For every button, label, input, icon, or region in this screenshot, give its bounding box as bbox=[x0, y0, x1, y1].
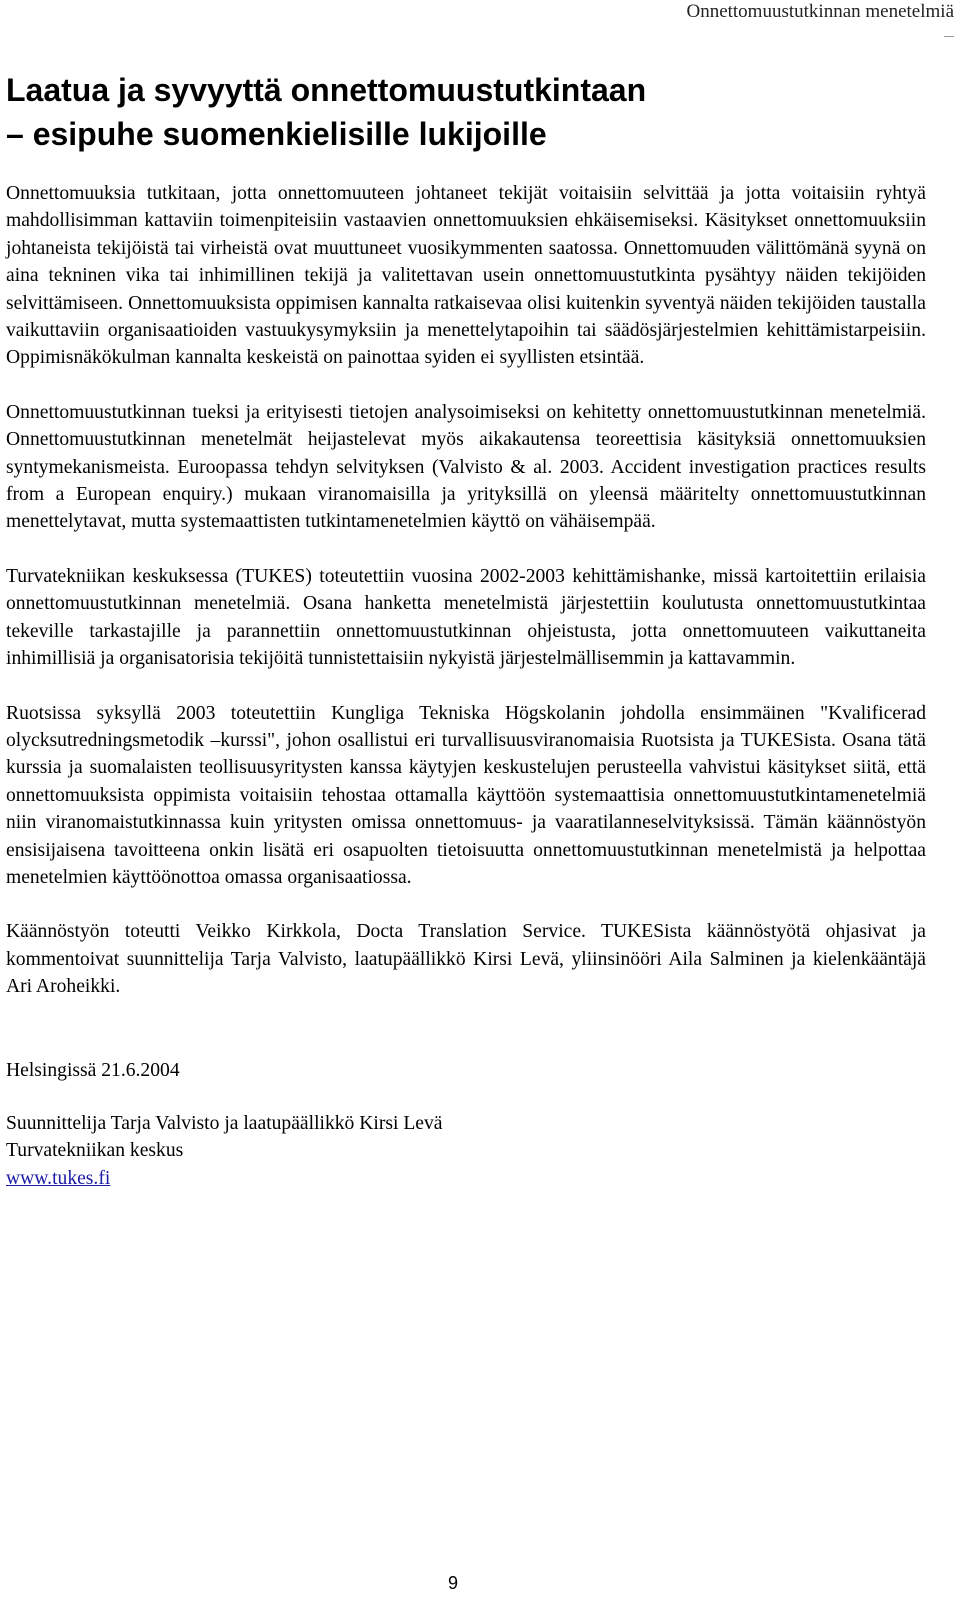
organization-line: Turvatekniikan keskus bbox=[6, 1140, 184, 1162]
date-line: Helsingissä 21.6.2004 bbox=[6, 1059, 180, 1081]
header-rule bbox=[944, 36, 954, 37]
paragraph-3: Turvatekniikan keskuksessa (TUKES) toteutettiin vuosina 2002-2003 kehittämishanke, missä kartoitettiin erilaisia onnettomuustutkinnan menetelmiä. Osana hanketta menetelmistä järjestettiin koulutusta onnettomuustutkintaa tekeville tarkastajille ja parannettiin onnettomuustutkinnan ohjeistusta, jotta onnettomuuteen vaikuttaneita inhimillisiä ja organisatorisia tekijöitä tunnistettaisiin nykyistä järjestelmällisemmin ja kattavammin. bbox=[6, 565, 926, 670]
running-header: Onnettomuustutkinnan menetelmiä bbox=[686, 1, 954, 22]
title-line-2: – esipuhe suomenkielisille lukijoille bbox=[6, 116, 547, 152]
signature-block bbox=[6, 1110, 926, 1192]
paragraph-1: Onnettomuuksia tutkitaan, jotta onnettomuuteen johtaneet tekijät voitaisiin selvittää ja jotta voitaisiin ryhtyä mahdollisimman kattaviin toimenpiteisiin vastaavien onnettomuuksien ehkäisemiseksi. Käsitykset onnettomuuksiin johtaneista tekijöistä tai virheistä ovat muuttuneet vuosikymmenten saatossa. Onnettomuuden välittömänä syynä on aina tekninen vika tai inhimillinen tekijä ja valitettavan usein onnettomuustutkinta pysähtyy näiden tekijöiden selvittämiseen. Onnettomuuksista oppimisen kannalta ratkaisevaa olisi kuitenkin syventyä näiden tekijöiden taustalla vaikuttaviin organisaatioiden vastuukysymyksiin ja menettelytapoihin tai säädösjärjestelmien kehittämistarpeisiin. Oppimisnäkökulman kannalta keskeistä on painottaa syiden ei syyllisten etsintää. bbox=[6, 183, 926, 369]
website-link[interactable]: www.tukes.fi bbox=[6, 1167, 111, 1189]
page-number: 9 bbox=[447, 1573, 458, 1593]
page-title bbox=[6, 68, 926, 156]
signers-line: Suunnittelija Tarja Valvisto ja laatupäällikkö Kirsi Levä bbox=[6, 1112, 443, 1134]
title-line-1: Laatua ja syvyyttä onnettomuustutkintaan bbox=[6, 72, 647, 108]
paragraph-5: Käännöstyön toteutti Veikko Kirkkola, Docta Translation Service. TUKESista käännöstyötä ohjasivat ja kommentoivat suunnittelija Tarja Valvisto, laatupäällikkö Kirsi Levä, yliinsinööri Aila Salminen ja kielenkääntäjä Ari Aroheikki. bbox=[6, 921, 926, 998]
document-body bbox=[6, 68, 926, 1192]
paragraph-4: Ruotsissa syksyllä 2003 toteutettiin Kungliga Tekniska Högskolanin johdolla ensimmäinen "Kvalificerad olycksutredningsmetodik –kurssi", johon osallistui eri turvallisuusviranomaisia Ruotsista ja TUKESista. Osana tätä kurssia ja suomalaisten teollisuusyritysten kanssa käytyjen keskustelujen perusteella vahvistui käsitykset siitä, että onnettomuuksista oppimista voitaisiin tehostaa ottamalla käyttöön systemaattisia onnettomuustutkintamenetelmiä niin viranomaistutkinnassa kuin yritysten omissa onnettomuus- ja vaaratilanneselvityksissä. Tämän käännöstyön ensisijaisena tavoitteena onkin lisätä eri osapuolten tietoisuutta onnettomuustutkinnan menetelmistä ja helpottaa menetelmien käyttöönottoa omassa organisaatiossa. bbox=[6, 702, 926, 888]
paragraph-2: Onnettomuustutkinnan tueksi ja erityisesti tietojen analysoimiseksi on kehitetty onnettomuustutkinnan menetelmiä. Onnettomuustutkinnan menetelmät heijastelevat myös aikakautensa teoreettisia käsityksiä onnettomuuksien syntymekanismeista. Euroopassa tehdyn selvityksen (Valvisto & al. 2003. Accident investigation practices results from a European enquiry.) mukaan viranomaisilla ja yrityksillä on yleensä määritelty onnettomuustutkinnan menettelytavat, mutta systemaattisten tutkintamenetelmien käyttö on vähäisempää. bbox=[6, 401, 926, 533]
